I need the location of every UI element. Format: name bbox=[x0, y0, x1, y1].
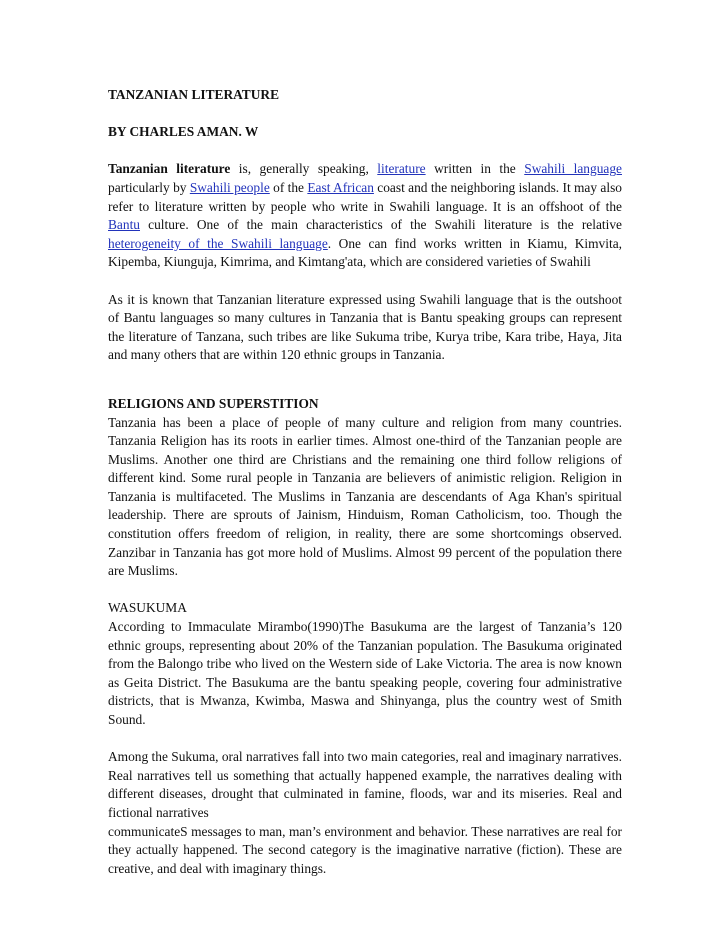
wasukuma-heading: WASUKUMA bbox=[108, 600, 187, 616]
bantu-link[interactable]: Bantu bbox=[108, 217, 140, 233]
religions-heading: RELIGIONS AND SUPERSTITION bbox=[108, 395, 319, 411]
literature-link[interactable]: literature bbox=[377, 161, 426, 177]
swahili-language-link[interactable]: Swahili language bbox=[524, 161, 622, 177]
intro-text: written in the bbox=[425, 161, 525, 177]
intro-text: culture. One of the main characteristics of the Swahili literature is the relative bbox=[140, 217, 622, 233]
sukuma-narratives-paragraph: Among the Sukuma, oral narratives fall into two main categories, real and imaginary narratives. Real narratives tell us something that actually happened example, the narratives dealing with different diseases, drought that culminated in famine, floods, war and its miseries. Real and fictional narratives bbox=[108, 749, 622, 820]
east-african-link[interactable]: East African bbox=[307, 179, 374, 195]
document-page bbox=[108, 86, 622, 878]
intro-text: . One can find works written in Kiamu, Kimvita, Kipemba, Kiunguja, Kimrima, and Kimtang'ata, which are considered varieties of Swahili bbox=[108, 235, 622, 270]
intro-text: particularly by bbox=[108, 179, 190, 195]
swahili-people-link[interactable]: Swahili people bbox=[189, 179, 270, 195]
heterogeneity-link[interactable]: heterogeneity of the Swahili language bbox=[108, 235, 328, 251]
intro-text: is, generally speaking, bbox=[230, 161, 378, 177]
byline: BY CHARLES AMAN. W bbox=[108, 124, 259, 140]
wasukuma-paragraph: According to Immaculate Mirambo(1990)The Basukuma are the largest of Tanzania’s 120 ethnic groups, representing about 20% of the Tanzanian population. The Basukuma originated from the Balongo tribe who lived on the Western side of Lake Victoria. The area is now known as Geita District. The Basukuma are the bantu speaking people, covering four administrative districts, that is Mwanza, Kwimba, Maswa and Shinyanga, plus the country west of Smith Sound. bbox=[108, 619, 622, 727]
intro-text: coast and the neighboring islands. It may also refer to literature written by people who write in Swahili language. It is an offshoot of the bbox=[108, 179, 622, 214]
bantu-paragraph: As it is known that Tanzanian literature expressed using Swahili language that is the outshoot of Bantu languages so many cultures in Tanzania that is Bantu speaking groups can represent the literature of Tanzana, such tribes are like Sukuma tribe, Kurya tribe, Kara tribe, Haya, Jita and many others that are within 120 ethnic groups in Tanzania. bbox=[108, 291, 622, 363]
sukuma-narratives-continuation: communicateS messages to man, man’s environment and behavior. These narratives are real for they actually happened. The second category is the imaginative narrative (fiction). These are creative, and deal with imaginary things. bbox=[108, 823, 622, 876]
document-title: TANZANIAN LITERATURE bbox=[108, 87, 280, 102]
intro-text: of the bbox=[269, 179, 308, 195]
intro-term: Tanzanian literature bbox=[108, 161, 231, 177]
intro-paragraph bbox=[108, 160, 622, 272]
religions-paragraph: Tanzania has been a place of people of many culture and religion from many countries. Tanzania Religion has its roots in earlier times. Almost one-third of the Tanzanian people are Muslims. Another one third are Christians and the remaining one third follow religions of different kind. Some rural people in Tanzania are believers of animistic religion. Religion in Tanzania is multifaceted. The Muslims in Tanzania are descendants of Aga Khan's spiritual leadership. There are sprouts of Jainism, Hinduism, Roman Catholicism, too. Though the constitution offers freedom of religion, in reality, there are some shortcomings observed. Zanzibar in Tanzania has got more hold of Muslims. Almost 99 percent of the population there are Muslims. bbox=[108, 414, 622, 579]
